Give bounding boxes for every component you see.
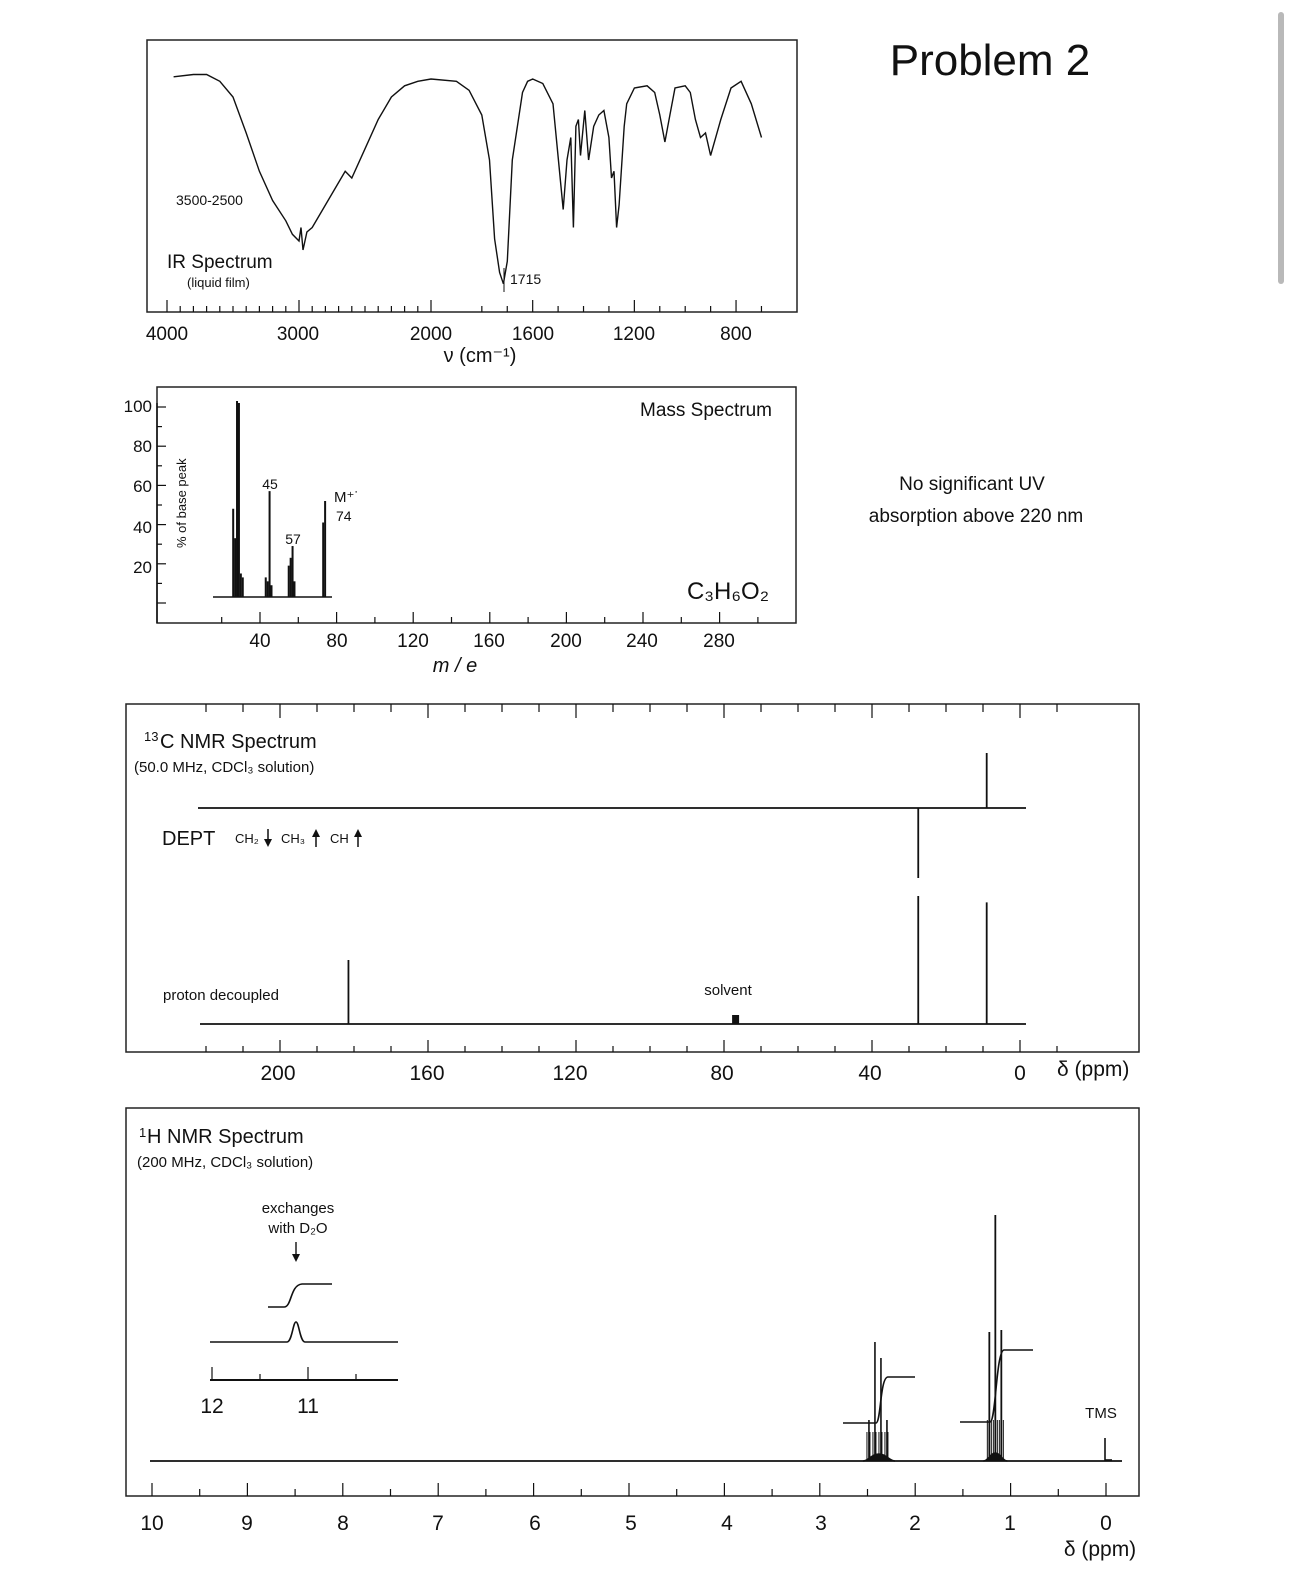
ms-xtick-160: 160 (473, 631, 505, 652)
h1-tick-10: 10 (140, 1512, 164, 1535)
ms-label-74: 74 (336, 508, 352, 524)
h1-integral-quartet (843, 1377, 915, 1423)
ms-ytick-20: 20 (133, 558, 152, 577)
ms-bars (233, 401, 325, 597)
inset-tick-11: 11 (297, 1395, 319, 1418)
h1-tick-3: 3 (815, 1512, 827, 1535)
ms-xtick-40: 40 (249, 631, 271, 652)
uv-note-line1: No significant UV (899, 474, 1045, 495)
ir-x-axis-label: ν (cm⁻¹) (443, 345, 517, 367)
ms-xtick-200: 200 (550, 631, 582, 652)
h1-nmr-spectrum (126, 1108, 1139, 1561)
ir-title: IR Spectrum (167, 252, 273, 273)
ms-x-ticks (222, 612, 758, 623)
h1-tick-8: 8 (337, 1512, 349, 1535)
ms-label-45: 45 (262, 476, 278, 492)
problem-title: Problem 2 (889, 36, 1091, 85)
ir-tick-1600: 1600 (511, 324, 555, 345)
ms-ytick-80: 80 (133, 437, 152, 456)
ms-xtick-80: 80 (326, 631, 348, 652)
ir-tick-2000: 2000 (409, 324, 453, 345)
c13-title: C NMR Spectrum (160, 731, 317, 753)
inset-peak-trace (210, 1322, 398, 1342)
c13-dept-label: DEPT (162, 828, 216, 850)
h1-tick-9: 9 (241, 1512, 253, 1535)
tms-label: TMS (1085, 1405, 1117, 1422)
ir-tick-3000: 3000 (276, 324, 320, 345)
ms-y-ticks (157, 407, 166, 603)
decoupled-peaks (348, 896, 986, 1024)
c13-tick-200: 200 (260, 1062, 296, 1085)
c13-title-sup: 13 (144, 729, 159, 744)
ms-ytick-60: 60 (133, 477, 152, 496)
proton-decoupled-label: proton decoupled (163, 987, 279, 1004)
ir-tick-1200: 1200 (612, 324, 656, 345)
dept-ch2-arrowhead-icon (264, 839, 272, 847)
ms-ytick-100: 100 (123, 397, 152, 416)
c13-x-axis-label: δ (ppm) (1057, 1058, 1130, 1081)
c13-tick-160: 160 (409, 1062, 445, 1085)
ms-title: Mass Spectrum (640, 400, 772, 421)
ms-y-axis-label: % of base peak (174, 458, 189, 548)
uv-note-line2: absorption above 220 nm (868, 506, 1084, 527)
ms-label-molecular-ion: M⁺˙ (334, 489, 360, 506)
ms-label-57: 57 (285, 531, 301, 547)
ir-annotation-carbonyl: 1715 (510, 271, 542, 287)
mass-spectrum (124, 387, 796, 677)
ir-x-ticks (167, 300, 761, 312)
dept-peaks (918, 753, 986, 878)
dept-ch-arrowhead-icon (354, 829, 362, 837)
c13-bottom-ticks (206, 1040, 1057, 1052)
h1-x-axis-label: δ (ppm) (1063, 1538, 1137, 1561)
h1-tick-labels (140, 1512, 1112, 1535)
inset-ticks (212, 1367, 356, 1380)
ir-annotation-broad: 3500-2500 (176, 192, 243, 208)
dept-ch-label: CH (330, 831, 349, 846)
h1-tick-2: 2 (909, 1512, 921, 1535)
h1-tick-6: 6 (529, 1512, 541, 1535)
h1-title-sup: 1 (139, 1125, 147, 1140)
c13-tick-0: 0 (1014, 1062, 1026, 1085)
ir-spectrum (146, 40, 797, 367)
ir-tick-4000: 4000 (145, 324, 189, 345)
c13-top-ticks (206, 704, 1057, 718)
ms-ytick-40: 40 (133, 518, 152, 537)
ms-formula: C₃H₆O₂ (686, 578, 770, 605)
h1-tick-7: 7 (432, 1512, 444, 1535)
h1-tick-4: 4 (721, 1512, 733, 1535)
c13-tick-120: 120 (552, 1062, 588, 1085)
solvent-label: solvent (704, 982, 752, 999)
solvent-peak (732, 1015, 739, 1024)
exchange-label-2: with D₂O (268, 1220, 328, 1237)
c13-tick-80: 80 (710, 1062, 734, 1085)
c13-subtitle: (50.0 MHz, CDCl₃ solution) (134, 759, 315, 776)
h1-title: H NMR Spectrum (147, 1126, 304, 1148)
ms-x-axis-label: m / e (432, 655, 478, 677)
h1-peaks (863, 1215, 1007, 1461)
ir-tick-800: 800 (720, 324, 752, 345)
exchange-label-1: exchanges (261, 1200, 335, 1217)
h1-x-ticks (152, 1483, 1106, 1496)
c13-nmr-spectrum (126, 704, 1139, 1085)
h1-tick-0: 0 (1100, 1512, 1112, 1535)
ms-xtick-280: 280 (703, 631, 735, 652)
ir-subtitle: (liquid film) (187, 275, 250, 290)
dept-ch3-arrowhead-icon (312, 829, 320, 837)
exchange-arrowhead-icon (292, 1254, 300, 1262)
dept-ch3-label: CH₃ (281, 831, 306, 846)
c13-tick-40: 40 (858, 1062, 882, 1085)
ms-xtick-240: 240 (626, 631, 658, 652)
quartet-envelope (863, 1454, 895, 1461)
h1-subtitle: (200 MHz, CDCl₃ solution) (137, 1154, 314, 1171)
h1-tick-5: 5 (625, 1512, 637, 1535)
inset-integral (268, 1284, 332, 1307)
h1-tick-1: 1 (1004, 1512, 1016, 1535)
inset-tick-12: 12 (200, 1395, 224, 1418)
h1-integral-triplet (960, 1350, 1033, 1422)
ms-xtick-120: 120 (397, 631, 429, 652)
dept-ch2-label: CH₂ (235, 831, 259, 846)
